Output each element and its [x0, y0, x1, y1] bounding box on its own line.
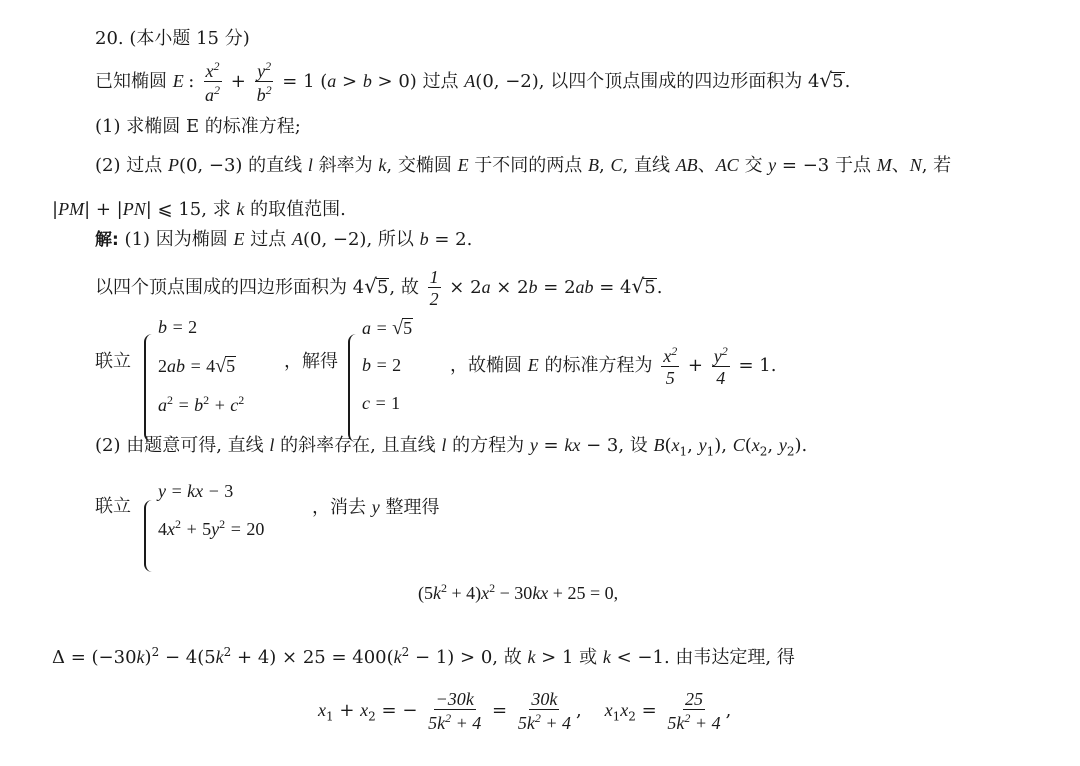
- fraction-neg30k: $\frac{-30k}{5k^2 + 4}$: [428, 689, 482, 733]
- problem-statement: 已知椭圆 E : $\frac{x^2}{a^2}$ + $\frac{y^2}{b^2}$ = 1 (a > b > 0) 过点 A(0, −2), 以四个顶点围成的四边形面积为 4√5.: [95, 59, 851, 105]
- discriminant-line: $\Delta = (-30k)^2 - 4(5k^2 + 4) \times 25 = 400(k^2 - 1) > 0$, 故 k > 1 或 k < −1. 由韦达定理, 得: [52, 645, 795, 668]
- vieta-formulas: $x_1 + x_2$ = − $\frac{-30k}{5k^2 + 4}$ = $\frac{30k}{5k^2 + 4}$ , $x_1x_2$ = $\frac{25}{5k^2 + 4}$ ,: [318, 689, 732, 733]
- question-1: (1) 求椭圆 E 的标准方程;: [95, 116, 301, 137]
- fraction-x2-a2: $\frac{x^2}{a^2}$: [205, 59, 221, 105]
- fraction-y2-4: $\frac{y^2}{4}$: [713, 344, 728, 388]
- lianli-label-2: 联立: [95, 496, 131, 517]
- equation-system-2: a = √5 b = 2 c = 1: [348, 312, 448, 442]
- solution-line-1: 解: (1) 因为椭圆 E 过点 A(0, −2), 所以 b = 2.: [95, 229, 473, 250]
- quadratic-equation: $(5k^2 + 4)x^2 - 30kx + 25 = 0$,: [418, 581, 619, 603]
- jiede-label: ，解得: [284, 351, 338, 372]
- problem-title: 20. (本小题 15 分): [95, 28, 250, 49]
- fraction-y2-b2: $\frac{y^2}{b^2}$: [256, 59, 272, 105]
- fraction-x2-5: $\frac{x^2}{5}$: [663, 344, 678, 388]
- fraction-one-half: $\frac{1}{2}$: [429, 267, 439, 309]
- ellipse-equation-result: ，故椭圆 E 的标准方程为 $\frac{x^2}{5}$ + $\frac{y^2}{4}$ = 1.: [450, 344, 777, 388]
- fraction-30k: $\frac{30k}{5k^2 + 4}$: [517, 689, 571, 733]
- question-2-line-1: (2) 过点 P(0, −3) 的直线 l 斜率为 k, 交椭圆 E 于不同的两点 B, C, 直线 AB、AC 交 y = −3 于点 M、N, 若: [95, 155, 952, 176]
- fraction-25: $\frac{25}{5k^2 + 4}$: [667, 689, 721, 733]
- lianli-label-1: 联立: [95, 351, 131, 372]
- equation-system-1: b = 2 2ab = 4√5 $a^2 = b^2 + c^2$: [144, 312, 294, 442]
- solution-line-2: 以四个顶点围成的四边形面积为 4√5, 故 $\frac{1}{2}$ × 2a × 2b = 2ab = 4√5.: [95, 267, 663, 309]
- left-brace: [144, 500, 154, 572]
- eliminate-y-text: ，消去 y 整理得: [312, 497, 440, 518]
- left-brace: [348, 334, 358, 442]
- equation-system-3: y = kx − 3 $4x^2 + 5y^2 = 20$: [144, 476, 314, 572]
- left-brace: [144, 334, 154, 442]
- solution-part-2: (2) 由题意可得, 直线 l 的斜率存在, 且直线 l 的方程为 y = kx − 3, 设 $B(x_1$, $y_1$), $C(x_2$, $y_2$).: [95, 435, 808, 459]
- question-2-line-2: |PM| + |PN| ⩽ 15, 求 k 的取值范围.: [52, 199, 346, 220]
